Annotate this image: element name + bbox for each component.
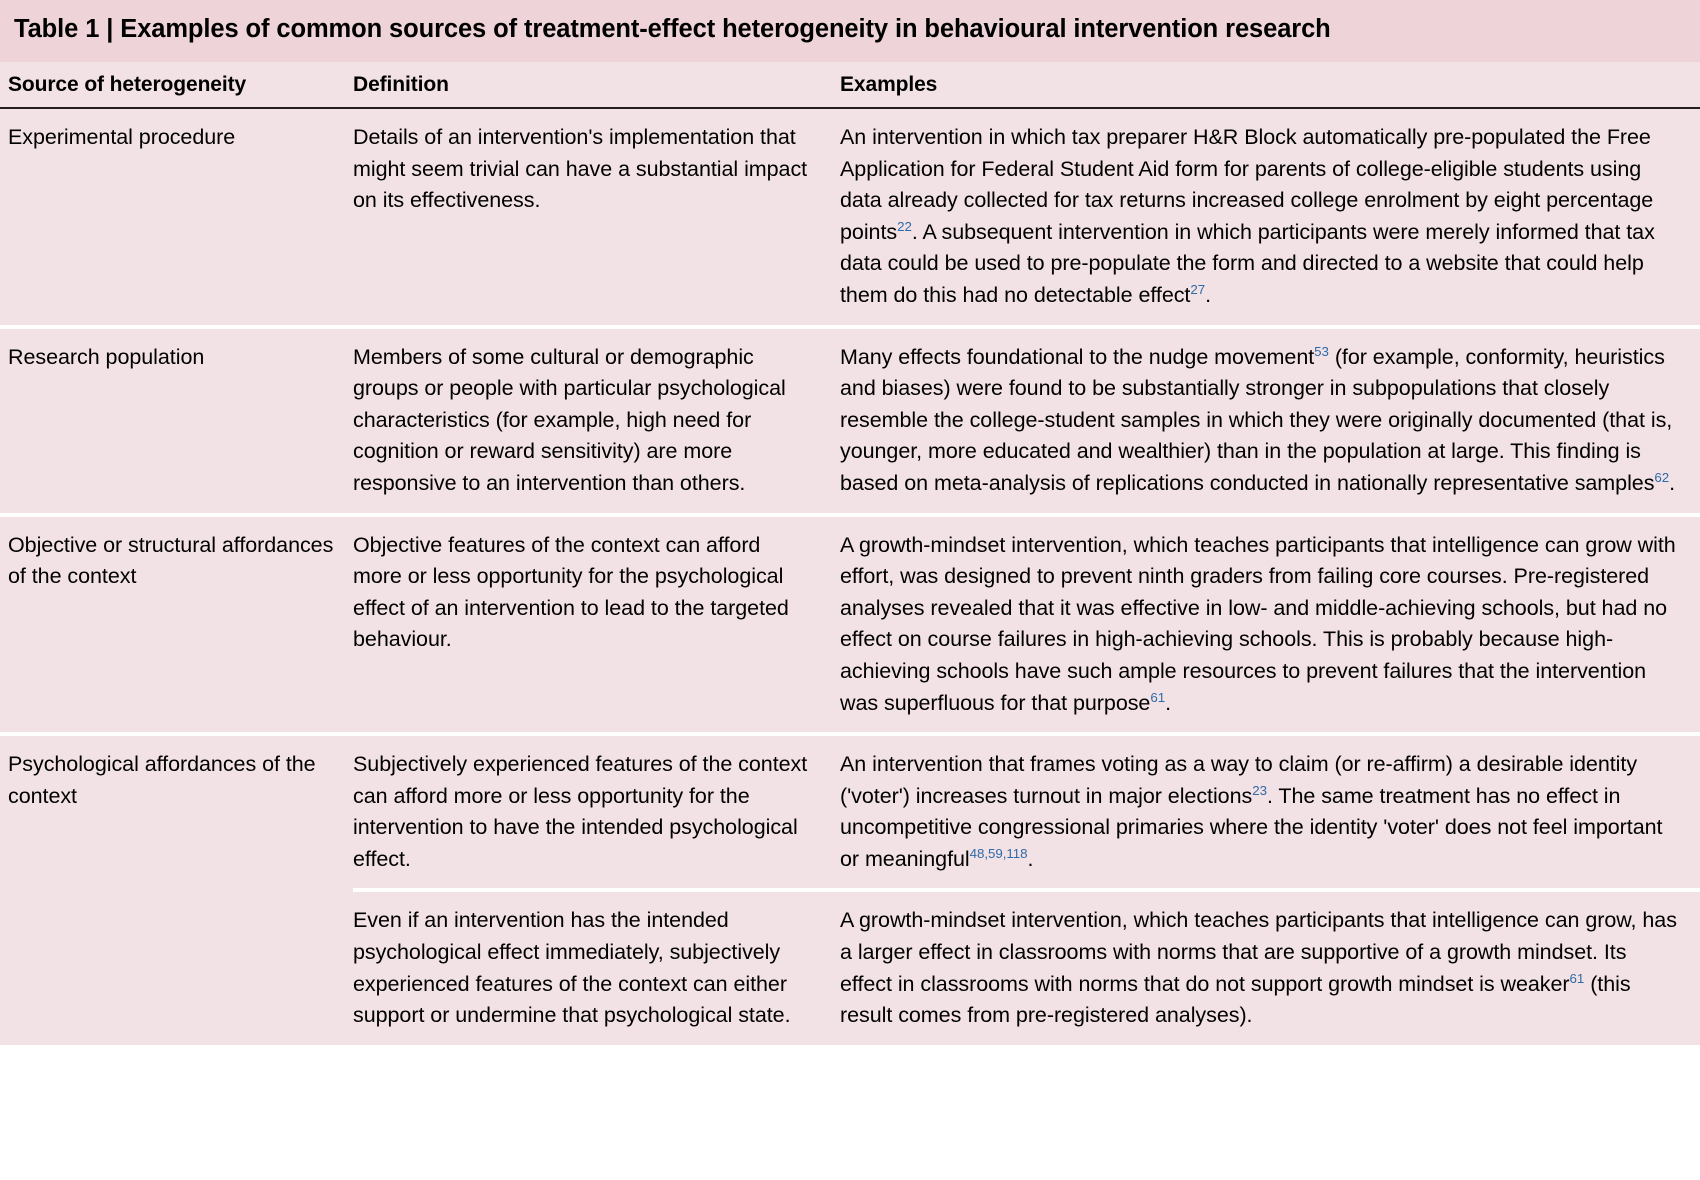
cell-examples	[840, 109, 1700, 325]
cell-source-of-heterogeneity	[0, 892, 353, 1044]
example-text: .	[1669, 470, 1676, 495]
table-row	[0, 329, 1700, 517]
cell-examples	[840, 736, 1700, 892]
column-header-definition: Definition	[353, 72, 449, 96]
cell-examples	[840, 517, 1700, 733]
cell-source-of-heterogeneity: Experimental procedure	[8, 125, 236, 149]
cell-definition: Subjectively experienced features of the context can afford more or less opportunity for the intervention to have the intended psychological effect.	[353, 736, 840, 892]
example-text: . A subsequent intervention in which participants were merely informed that tax data could be used to pre-populate the form and directed to a website that could help them do this had no detectable effect	[840, 219, 1655, 307]
table-title: Table 1 | Examples of common sources of treatment-effect heterogeneity in behavioural intervention research	[0, 0, 1700, 62]
example-text: An intervention that frames voting as a way to claim (or re-affirm) a desirable identity ('voter') increases turnout in major elections	[840, 752, 1638, 808]
example-text: A growth-mindset intervention, which teaches participants that intelligence can grow, has a larger effect in classrooms with norms that are supportive of a growth mindset. Its effect in classrooms with norms that do not support growth mindset is weaker	[840, 908, 1677, 996]
example-text: (for example, conformity, heuristics and biases) were found to be substantially stronger in subpopulations that closely resemble the college-student samples in which they were originally documented (that is, younger, more educated and wealthier) than in the population at large. This finding is based on meta-analysis of replications conducted in nationally representative samples	[840, 344, 1673, 495]
example-text: (this result comes from pre-registered analyses).	[840, 971, 1631, 1028]
reference-superscript[interactable]: 53	[1314, 343, 1329, 359]
table-column-header-row	[0, 62, 1700, 109]
cell-definition: Objective features of the context can afford more or less opportunity for the psychological effect of an intervention to lead to the targeted behaviour.	[353, 532, 789, 652]
reference-superscript[interactable]: 62	[1654, 469, 1670, 485]
example-text: Many effects foundational to the nudge movement	[840, 344, 1315, 369]
reference-superscript[interactable]: 27	[1190, 281, 1206, 297]
example-text: .	[1027, 846, 1034, 871]
cell-source-of-heterogeneity: Research population	[8, 344, 205, 369]
example-text: . The same treatment has no effect in uncompetitive congressional primaries where the identity 'voter' does not feel important or meaningful	[840, 783, 1663, 871]
cell-examples	[840, 892, 1700, 1044]
example-text: A growth-mindset intervention, which teaches participants that intelligence can grow with effort, was designed to prevent ninth graders from failing core courses. Pre-registered analyses revealed that it was effective in low- and middle-achieving schools, but had no effect on course failures in high-achieving schools. This is probably because high-achieving schools have such ample resources to prevent failures that the intervention was superfluous for that purpose	[840, 532, 1676, 715]
reference-superscript[interactable]: 23	[1252, 782, 1267, 798]
cell-definition: Details of an intervention's implementation that might seem trivial can have a substantial impact on its effectiveness.	[353, 125, 808, 213]
table-row	[0, 736, 1700, 892]
example-text: An intervention in which tax preparer H&R Block automatically pre-populated the Free Application for Federal Student Aid form for parents of college-eligible students using data already collected for tax returns increased college enrolment by eight percentage points	[840, 125, 1654, 244]
table-row	[0, 517, 1700, 737]
reference-superscript[interactable]: 22	[897, 218, 912, 234]
cell-source-of-heterogeneity: Psychological affordances of the context	[8, 752, 316, 808]
reference-superscript[interactable]: 61	[1150, 689, 1166, 705]
cell-definition: Members of some cultural or demographic groups or people with particular psychological characteristics (for example, high need for cognition or reward sensitivity) are more responsive to an intervention than others.	[353, 344, 786, 495]
column-header-examples: Examples	[840, 72, 938, 96]
table-body	[0, 109, 1700, 1045]
table-row	[0, 109, 1700, 329]
cell-source-of-heterogeneity: Objective or structural affordances of the context	[8, 532, 334, 589]
table-row	[0, 892, 1700, 1044]
reference-superscript[interactable]: 48,59,118	[969, 845, 1028, 861]
cell-definition: Even if an intervention has the intended psychological effect immediately, subjectively experienced features of the context can either support or undermine that psychological state.	[353, 908, 791, 1028]
example-text: .	[1205, 282, 1212, 307]
reference-superscript[interactable]: 61	[1569, 970, 1585, 986]
cell-examples	[840, 329, 1700, 513]
column-header-source-of-heterogeneity: Source of heterogeneity	[8, 72, 247, 96]
example-text: .	[1165, 690, 1172, 715]
